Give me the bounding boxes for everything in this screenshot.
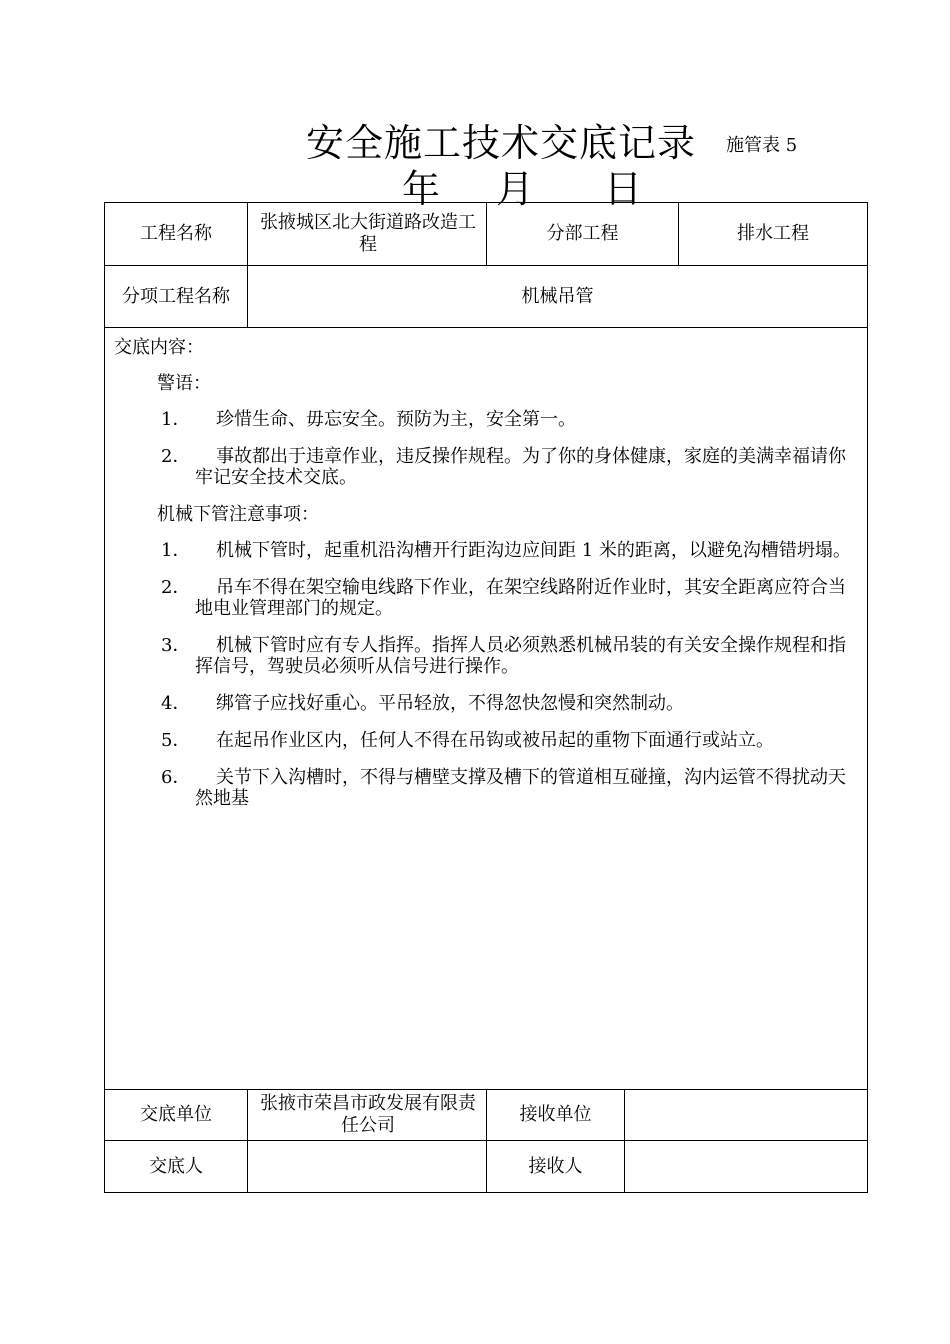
- list-item: [114, 409, 854, 430]
- subitem-value: 机械吊管: [521, 285, 594, 307]
- briefing-content: [114, 337, 854, 825]
- warning-title: 警语：: [157, 373, 211, 394]
- list-item: [114, 730, 854, 751]
- list-item: [114, 693, 854, 714]
- form-number: 施管表 5: [726, 135, 798, 156]
- item-text: 机械下管时，起重机沿沟槽开行距沟边应间距 1 米的距离，以避免沟槽错坍塌。: [216, 540, 851, 561]
- issuer-unit-label: 交底单位: [140, 1104, 212, 1125]
- item-text: 珍惜生命、毋忘安全。预防为主，安全第一。: [216, 409, 576, 430]
- date-month: 月: [496, 167, 535, 211]
- receiver-unit-label: 接收单位: [519, 1104, 592, 1125]
- document-title: 安全施工技术交底记录: [306, 121, 697, 165]
- date-day: 日: [604, 167, 643, 211]
- item-number: 1．: [161, 540, 191, 561]
- row-divider: [104, 327, 868, 328]
- item-text: 在起吊作业区内，任何人不得在吊钩或被吊起的重物下面通行或站立。: [216, 730, 774, 751]
- issuer-value: [248, 1141, 486, 1192]
- content-label: 交底内容：: [114, 337, 204, 358]
- item-text: 吊车不得在架空输电线路下作业，在架空线路附近作业时，其安全距离应符合当地电业管理部门的规定。: [195, 577, 846, 619]
- date-year: 年: [402, 167, 441, 211]
- division-label: 分部工程: [546, 223, 619, 244]
- subitem-label: 分项工程名称: [122, 285, 230, 307]
- item-number: 2．: [161, 446, 191, 467]
- list-item: [114, 767, 854, 809]
- notes-title: 机械下管注意事项：: [157, 504, 319, 525]
- item-text: 事故都出于违章作业，违反操作规程。为了你的身体健康，家庭的美满幸福请你牢记安全技术交底。: [195, 446, 846, 488]
- issuer-label: 交底人: [149, 1155, 203, 1177]
- list-item: [114, 577, 854, 619]
- project-name-label: 工程名称: [140, 223, 212, 244]
- list-item: [114, 635, 854, 677]
- item-number: 6．: [161, 767, 191, 788]
- list-item: [114, 540, 854, 561]
- issuer-unit-value: 张掖市荣昌市政发展有限责任公司: [260, 1093, 476, 1136]
- list-item: [114, 446, 854, 488]
- receiver-unit-value: [625, 1090, 867, 1140]
- item-number: 5．: [161, 730, 191, 751]
- division-value: 排水工程: [737, 223, 809, 244]
- receiver-value: [625, 1141, 867, 1192]
- receiver-label: 接收人: [528, 1155, 583, 1177]
- item-text: 关节下入沟槽时，不得与槽壁支撑及槽下的管道相互碰撞，沟内运管不得扰动天然地基: [195, 767, 846, 809]
- item-text: 机械下管时应有专人指挥。指挥人员必须熟悉机械吊装的有关安全操作规程和指挥信号，驾驶员必须听从信号进行操作。: [195, 635, 846, 677]
- project-name-value: 张掖城区北大街道路改造工程: [260, 212, 476, 255]
- item-text: 绑管子应找好重心。平吊轻放，不得忽快忽慢和突然制动。: [216, 693, 684, 714]
- item-number: 4．: [161, 693, 191, 714]
- item-number: 2．: [161, 577, 191, 598]
- item-number: 3．: [161, 635, 191, 656]
- item-number: 1．: [161, 409, 191, 430]
